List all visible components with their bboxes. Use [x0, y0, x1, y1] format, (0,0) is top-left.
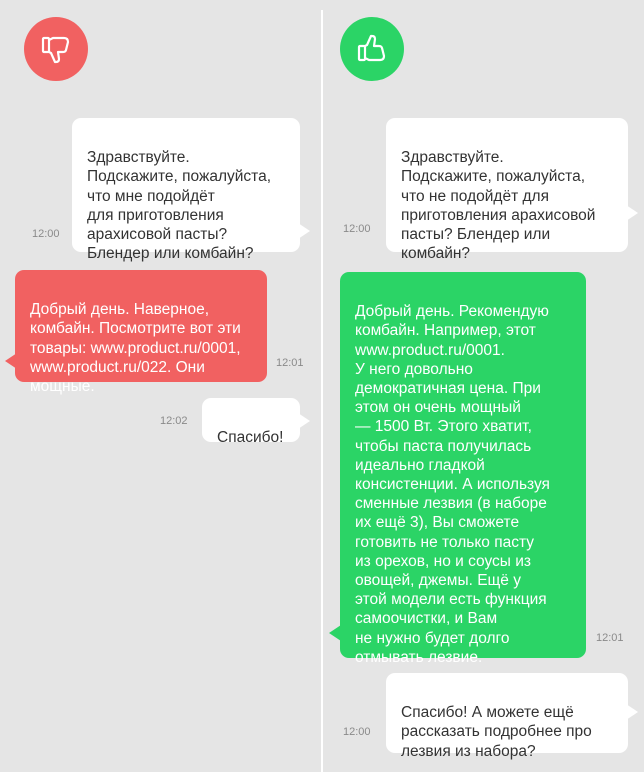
bubble-tail: [5, 353, 17, 369]
message-time: 12:01: [596, 632, 624, 644]
message-text: Добрый день. Рекомендую комбайн. Например, этот www.product.ru/0001. У него довольно демократичная цена. При этом он очень мощный — 1500 Вт. Этого хватит, чтобы паста получилась идеально гладкой консистенции. А используя сменные лезвия (в наборе их ещё 3), Вы сможете готовить не только пасту из орехов, но и соусы из овощей, джемы. Ещё у этой модели есть функция самоочистки, и Вам не нужно будет долго отмывать лезвие.: [355, 303, 550, 666]
operator-message-bubble: [340, 272, 586, 666]
thumbs-up-icon: [355, 32, 389, 66]
customer-message-bubble: [386, 673, 628, 760]
bubble-tail: [626, 205, 638, 221]
message-text: Добрый день. Наверное, комбайн. Посмотрите вот эти товары: www.product.ru/0001, www.product.ru/022. Они мощные.: [30, 301, 241, 396]
thumbs-down-badge: [24, 17, 88, 81]
customer-message-bubble: [72, 118, 300, 263]
customer-message-bubble: [202, 398, 300, 447]
thumbs-down-icon: [39, 32, 73, 66]
bubble-tail: [626, 704, 638, 720]
bubble-tail: [298, 223, 310, 239]
message-time: 12:01: [276, 357, 304, 369]
customer-message-bubble: [386, 118, 628, 263]
message-time: 12:00: [343, 726, 371, 738]
message-text: Здравствуйте. Подскажите, пожалуйста, что мне подойдёт для приготовления арахисовой пасты? Блендер или комбайн?: [87, 149, 272, 263]
thumbs-up-badge: [340, 17, 404, 81]
message-text: Спасибо!: [217, 429, 284, 447]
message-time: 12:00: [32, 228, 60, 240]
bubble-tail: [298, 413, 310, 429]
message-text: Спасибо! А можете ещё рассказать подробнее про лезвия из набора?: [401, 704, 592, 760]
bubble-tail: [329, 625, 341, 641]
message-time: 12:00: [343, 223, 371, 235]
message-text: Здравствуйте. Подскажите, пожалуйста, что не подойдёт для приготовления арахисовой пасты? Блендер или комбайн?: [401, 149, 596, 263]
message-time: 12:02: [160, 415, 188, 427]
column-divider: [321, 10, 323, 772]
operator-message-bubble: [15, 270, 267, 396]
